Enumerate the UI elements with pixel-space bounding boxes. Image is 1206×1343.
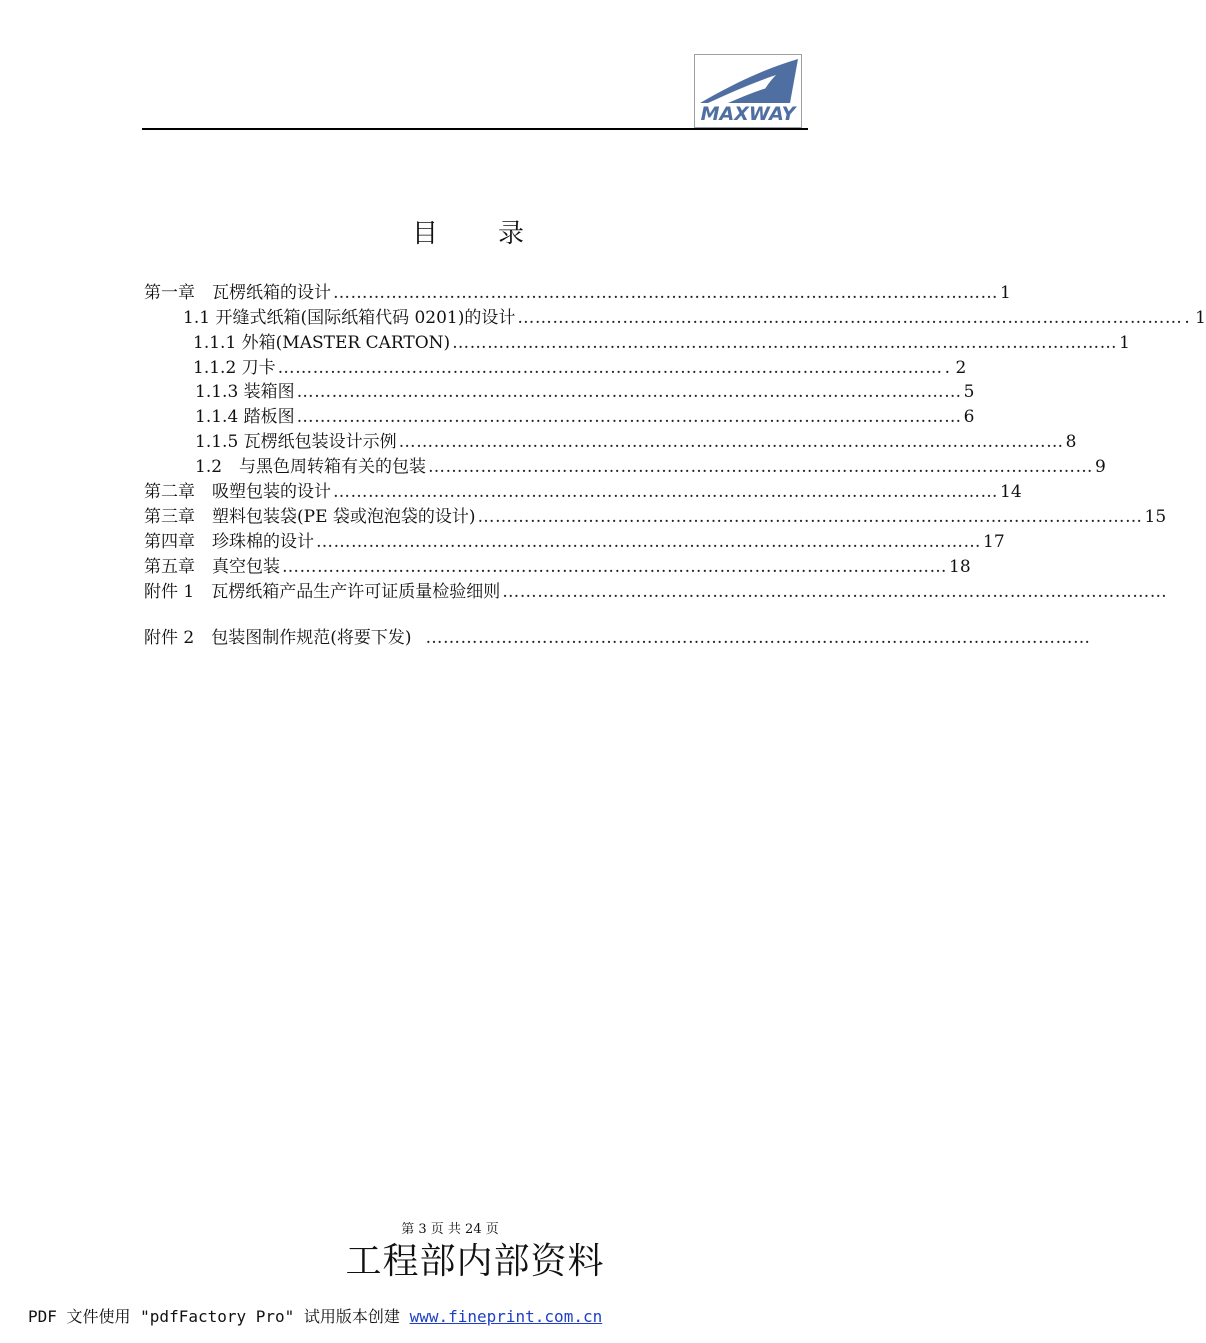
toc-entry-label: 1.2 与黑色周转箱有关的包装 bbox=[195, 457, 427, 477]
toc-entry-label: 1.1.4 踏板图 bbox=[195, 407, 295, 427]
fineprint-link[interactable]: www.fineprint.com.cn bbox=[409, 1307, 603, 1326]
toc-leader: …………………………………………………………………………………………………… bbox=[477, 507, 1143, 527]
toc-leader: …………………………………………………………………………………………………… bbox=[428, 457, 1094, 477]
toc-entry[interactable] bbox=[144, 506, 1167, 528]
toc-entry-label: 附件 1 瓦楞纸箱产品生产许可证质量检验细则 bbox=[144, 582, 501, 602]
toc-entry[interactable] bbox=[144, 531, 1005, 553]
toc-entry[interactable] bbox=[193, 357, 967, 379]
toc-entry-page: 15 bbox=[1144, 507, 1167, 527]
toc-leader: …………………………………………………………………………………………………… bbox=[316, 532, 981, 552]
toc-entry-label: 第三章 塑料包装袋(PE 袋或泡泡袋的设计) bbox=[144, 507, 476, 527]
toc-leader: …………………………………………………………………………………………………… bbox=[333, 482, 998, 502]
toc-leader: …………………………………………………………………………………………………… bbox=[333, 283, 998, 303]
toc-entry-page: 1 bbox=[1000, 283, 1011, 303]
toc-entry-label: 1.1.2 刀卡 bbox=[193, 358, 276, 378]
toc-entry-label: 第一章 瓦楞纸箱的设计 bbox=[144, 283, 331, 303]
toc-entry-label: 1.1.5 瓦楞纸包装设计示例 bbox=[195, 432, 397, 452]
toc-entry-label: 1.1 开缝式纸箱(国际纸箱代码 0201)的设计 bbox=[183, 308, 516, 328]
toc-leader: …………………………………………………………………………………………………… bbox=[452, 333, 1118, 353]
toc-entry-page: . 1 bbox=[1184, 308, 1206, 328]
toc-leader: …………………………………………………………………………………………………… bbox=[277, 358, 943, 378]
toc-entry-label: 第五章 真空包装 bbox=[144, 557, 280, 577]
toc-leader: …………………………………………………………………………………………………… bbox=[398, 432, 1064, 452]
toc-entry-page: 8 bbox=[1065, 432, 1077, 452]
toc-leader: …………………………………………………………………………………………………… bbox=[517, 308, 1183, 328]
toc-entry[interactable] bbox=[144, 481, 1022, 503]
toc-entry-label: 第二章 吸塑包装的设计 bbox=[144, 482, 331, 502]
toc-entry-page: 17 bbox=[983, 532, 1005, 552]
pdf-factory-note bbox=[28, 1305, 602, 1329]
toc-leader: …………………………………………………………………………………………………… bbox=[296, 382, 962, 402]
toc-entry[interactable] bbox=[144, 627, 1091, 649]
toc-entry-label: 1.1.1 外箱(MASTER CARTON) bbox=[193, 333, 451, 353]
logo-text: MAXWAY bbox=[700, 103, 796, 125]
toc-entry-page: 1 bbox=[1119, 333, 1130, 353]
toc-entry-page: 5 bbox=[963, 382, 975, 402]
toc-entry[interactable] bbox=[144, 581, 1168, 603]
pdf-note-text: PDF 文件使用 "pdfFactory Pro" 试用版本创建 bbox=[28, 1307, 410, 1326]
toc-entry-page: 6 bbox=[963, 407, 975, 427]
logo-wing-icon bbox=[698, 57, 800, 107]
toc-leader: …………………………………………………………………………………………………… bbox=[296, 407, 962, 427]
toc-entry-page: 14 bbox=[1000, 482, 1022, 502]
toc-entry[interactable] bbox=[195, 431, 1077, 453]
toc-entry[interactable] bbox=[144, 282, 1011, 304]
toc-entry-page: 9 bbox=[1095, 457, 1106, 477]
toc-entry-page: 18 bbox=[949, 557, 971, 577]
toc-entry[interactable] bbox=[195, 406, 975, 428]
toc-leader: …………………………………………………………………………………………………… bbox=[282, 557, 947, 577]
toc-entry[interactable] bbox=[195, 456, 1106, 478]
toc-title bbox=[412, 218, 524, 250]
toc-entry[interactable] bbox=[144, 556, 971, 578]
toc-entry-label: 1.1.3 装箱图 bbox=[195, 382, 295, 402]
page-number: 第 3 页 共 24 页 bbox=[401, 1222, 499, 1237]
maxway-logo bbox=[694, 54, 802, 128]
toc-entry[interactable] bbox=[183, 307, 1206, 329]
toc-entry[interactable] bbox=[195, 381, 975, 403]
department-label: 工程部内部资料 bbox=[345, 1241, 605, 1282]
toc-entry-label: 第四章 珍珠棉的设计 bbox=[144, 532, 314, 552]
header-rule bbox=[142, 128, 808, 130]
toc-entry-label: 附件 2 包装图制作规范(将要下发) bbox=[144, 628, 412, 648]
toc-title-part2: 录 bbox=[498, 219, 525, 249]
toc-entry-page: . 2 bbox=[944, 358, 967, 378]
toc-leader: …………………………………………………………………………………………………… bbox=[502, 582, 1168, 602]
toc-title-part1: 目 bbox=[412, 219, 439, 249]
toc-leader: …………………………………………………………………………………………………… bbox=[425, 628, 1091, 648]
toc-entry[interactable] bbox=[193, 332, 1130, 354]
